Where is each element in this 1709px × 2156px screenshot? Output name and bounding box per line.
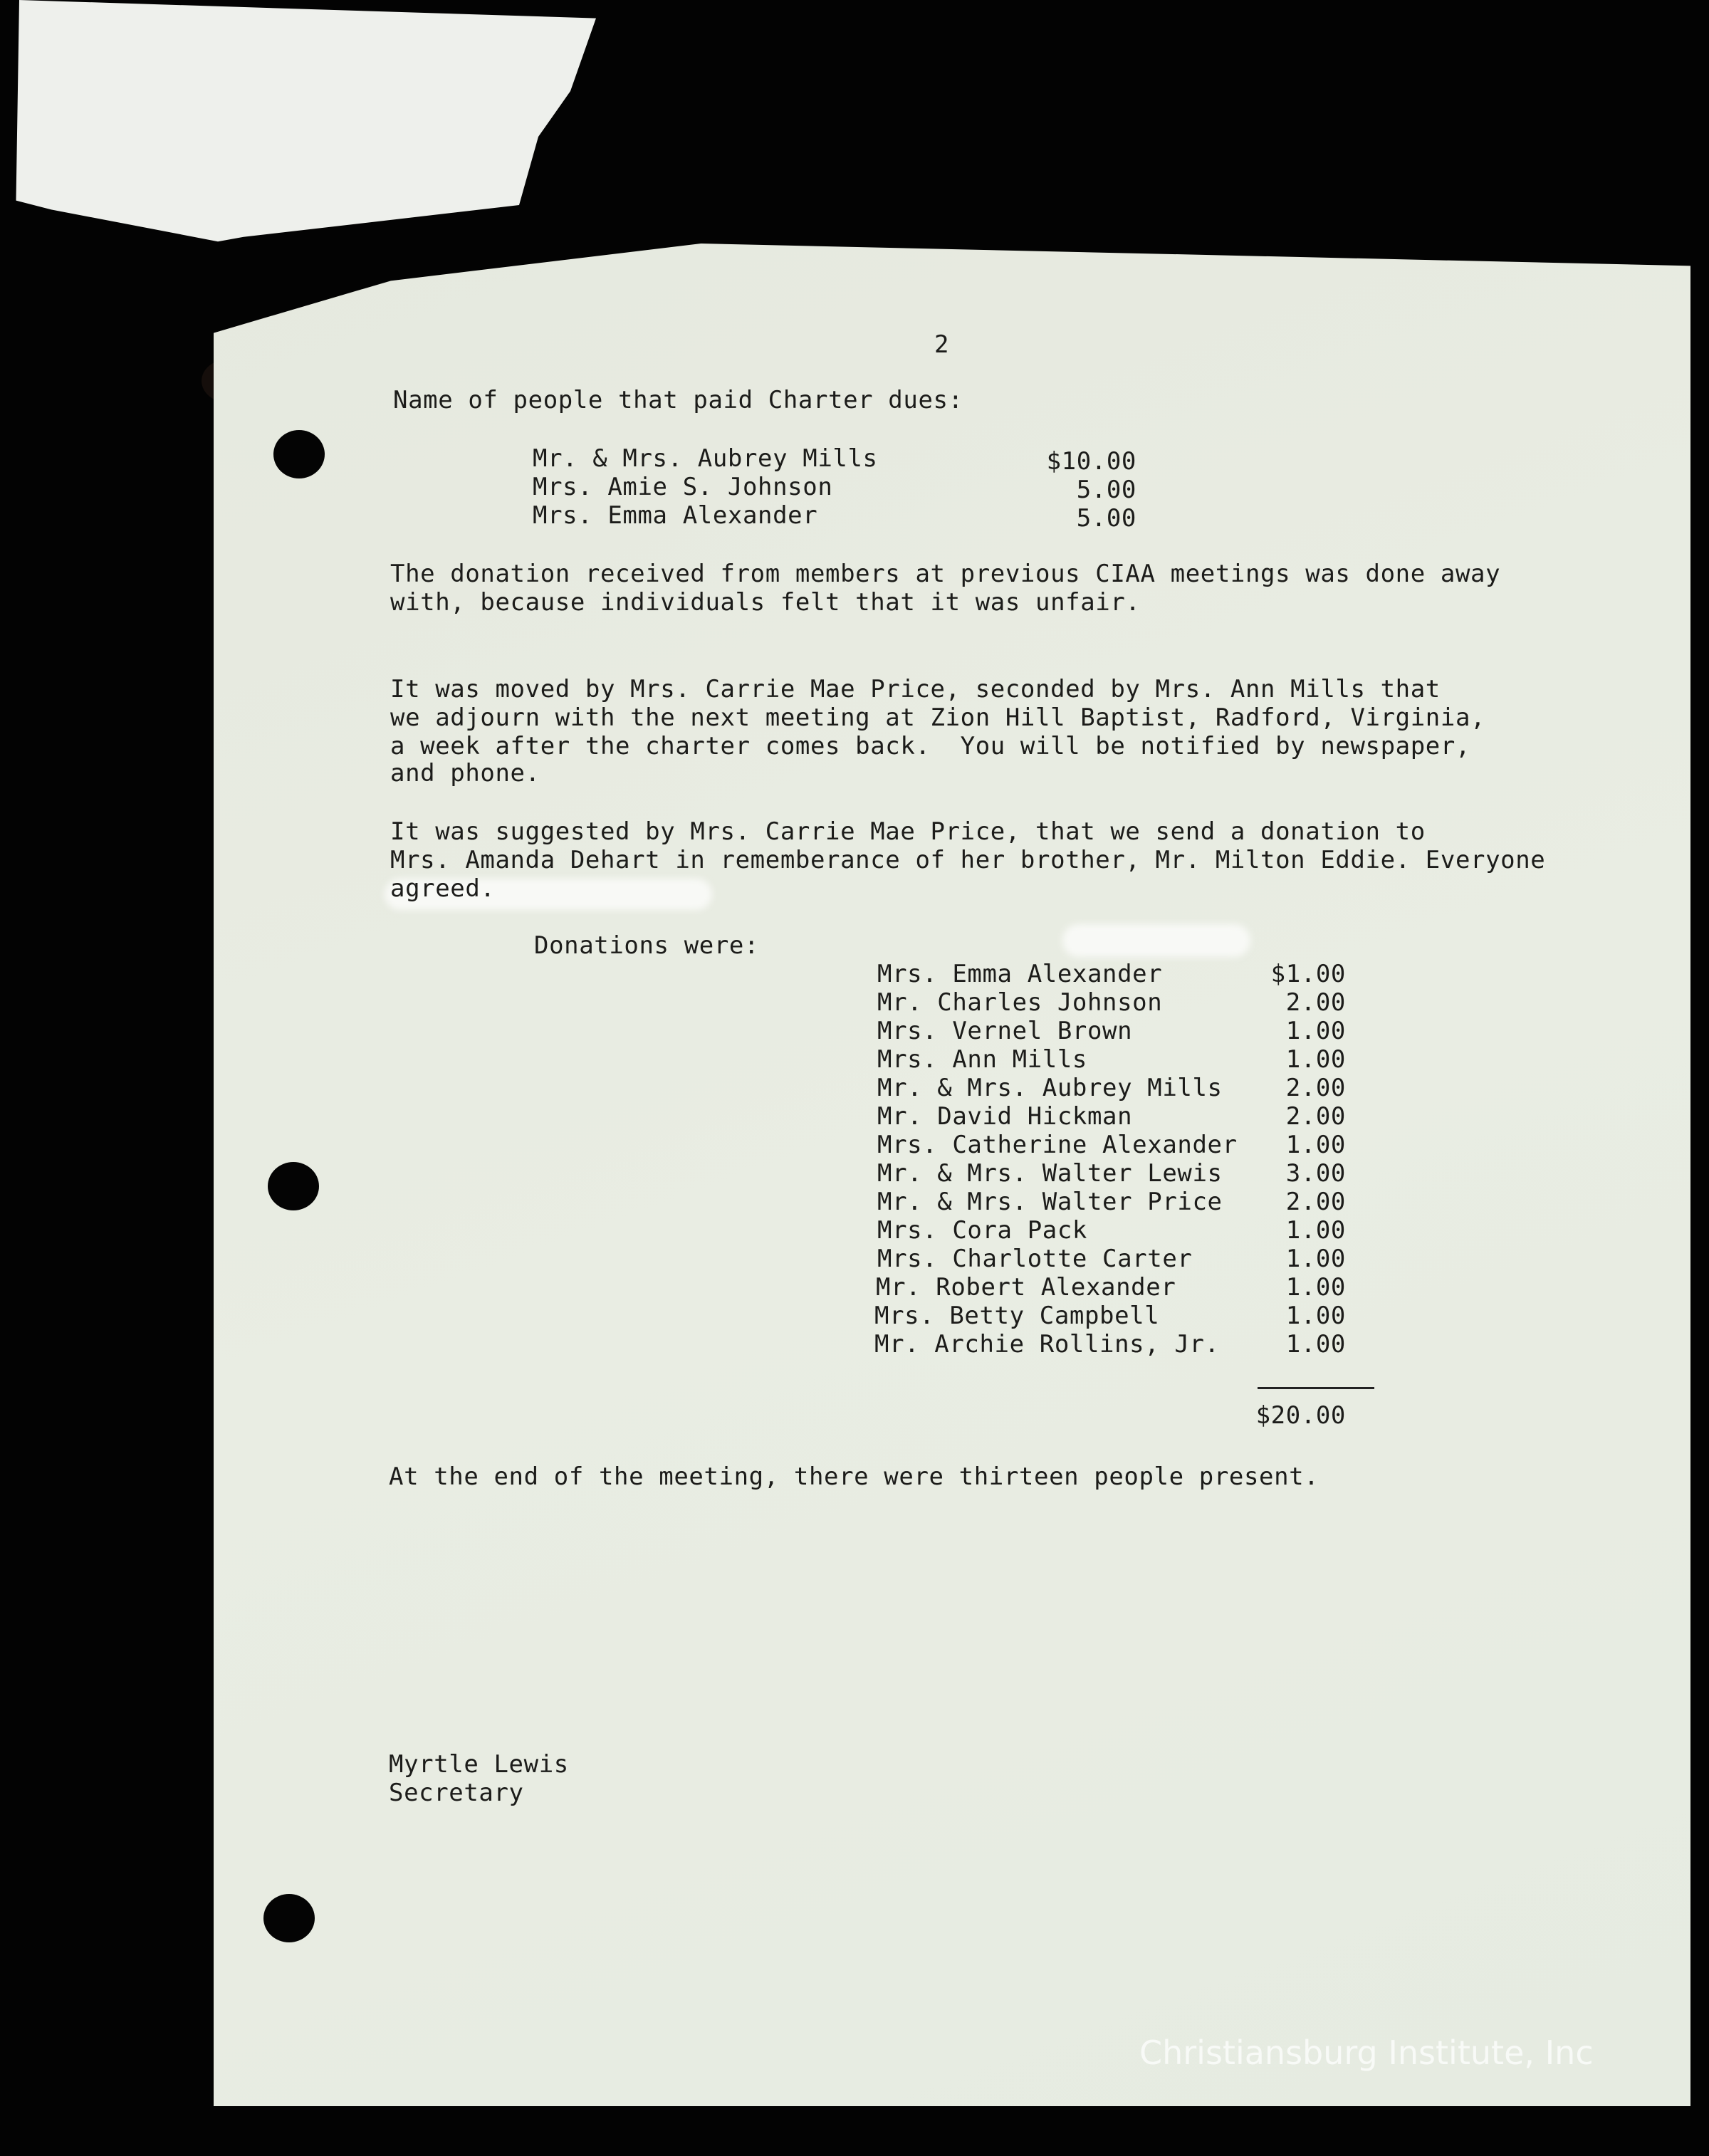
- paragraph-line: It was suggested by Mrs. Carrie Mae Price, that we send a donation to: [390, 817, 1426, 846]
- donor-name: Mrs. Catherine Alexander: [877, 1131, 1238, 1159]
- donor-name: Mrs. Ann Mills: [877, 1045, 1087, 1074]
- donation-amount: 2.00: [1285, 1188, 1346, 1216]
- signature-title: Secretary: [389, 1779, 524, 1807]
- donor-name: Mrs. Betty Campbell: [874, 1302, 1160, 1330]
- charter-dues-amount: 5.00: [1076, 504, 1136, 533]
- donation-amount: 2.00: [1285, 1102, 1346, 1131]
- charter-dues-amount: $10.00: [1046, 447, 1136, 476]
- donation-amount: 1.00: [1285, 1216, 1346, 1245]
- donation-amount: 2.00: [1285, 1074, 1346, 1102]
- donor-name: Mr. Charles Johnson: [877, 988, 1163, 1017]
- donor-name: Mrs. Emma Alexander: [877, 960, 1163, 988]
- paragraph-line: Mrs. Amanda Dehart in rememberance of her brother, Mr. Milton Eddie. Everyone: [390, 846, 1546, 874]
- paragraph-line: a week after the charter comes back. You will be notified by newspaper,: [390, 732, 1471, 760]
- page-number: 2: [934, 330, 950, 359]
- donation-amount: $1.00: [1270, 960, 1346, 988]
- signature-name: Myrtle Lewis: [389, 1750, 569, 1779]
- watermark: Christiansburg Institute, Inc: [1139, 2034, 1594, 2072]
- donor-name: Mrs. Charlotte Carter: [877, 1245, 1193, 1273]
- donation-amount: 3.00: [1285, 1159, 1346, 1188]
- donor-name: Mrs. Cora Pack: [877, 1216, 1087, 1245]
- paragraph-line: It was moved by Mrs. Carrie Mae Price, seconded by Mrs. Ann Mills that: [390, 675, 1441, 703]
- donations-total: $20.00: [1255, 1401, 1346, 1430]
- donor-name: Mr. & Mrs. Walter Lewis: [877, 1159, 1223, 1188]
- donor-name: Mr. & Mrs. Walter Price: [877, 1188, 1223, 1216]
- donor-name: Mr. Archie Rollins, Jr.: [874, 1330, 1220, 1359]
- charter-dues-heading: Name of people that paid Charter dues:: [393, 386, 963, 414]
- correction-fluid-mark: [1062, 924, 1250, 957]
- punch-hole-middle: [268, 1162, 319, 1210]
- charter-dues-name: Mrs. Amie S. Johnson: [533, 473, 833, 501]
- donation-amount: 1.00: [1285, 1245, 1346, 1273]
- donation-amount: 1.00: [1285, 1302, 1346, 1330]
- total-underline: [1258, 1387, 1374, 1389]
- paragraph-line: and phone.: [390, 759, 540, 787]
- donor-name: Mrs. Vernel Brown: [877, 1017, 1133, 1045]
- punch-hole-top: [273, 430, 325, 478]
- donor-name: Mr. David Hickman: [877, 1102, 1133, 1131]
- donations-heading: Donations were:: [534, 931, 760, 960]
- paragraph-line: The donation received from members at previous CIAA meetings was done away: [390, 560, 1501, 588]
- charter-dues-amount: 5.00: [1076, 476, 1136, 504]
- closing-line: At the end of the meeting, there were thirteen people present.: [389, 1462, 1319, 1491]
- paragraph-line: with, because individuals felt that it was unfair.: [390, 588, 1141, 617]
- donation-amount: 2.00: [1285, 988, 1346, 1017]
- paragraph-line: agreed.: [390, 874, 496, 903]
- donation-amount: 1.00: [1285, 1017, 1346, 1045]
- paragraph-line: we adjourn with the next meeting at Zion Hill Baptist, Radford, Virginia,: [390, 703, 1486, 732]
- donor-name: Mr. & Mrs. Aubrey Mills: [877, 1074, 1223, 1102]
- charter-dues-name: Mr. & Mrs. Aubrey Mills: [533, 444, 878, 473]
- donation-amount: 1.00: [1285, 1330, 1346, 1359]
- donation-amount: 1.00: [1285, 1131, 1346, 1159]
- donation-amount: 1.00: [1285, 1273, 1346, 1302]
- punch-hole-bottom: [263, 1894, 315, 1942]
- charter-dues-name: Mrs. Emma Alexander: [533, 501, 818, 530]
- donor-name: Mr. Robert Alexander: [876, 1273, 1176, 1302]
- donation-amount: 1.00: [1285, 1045, 1346, 1074]
